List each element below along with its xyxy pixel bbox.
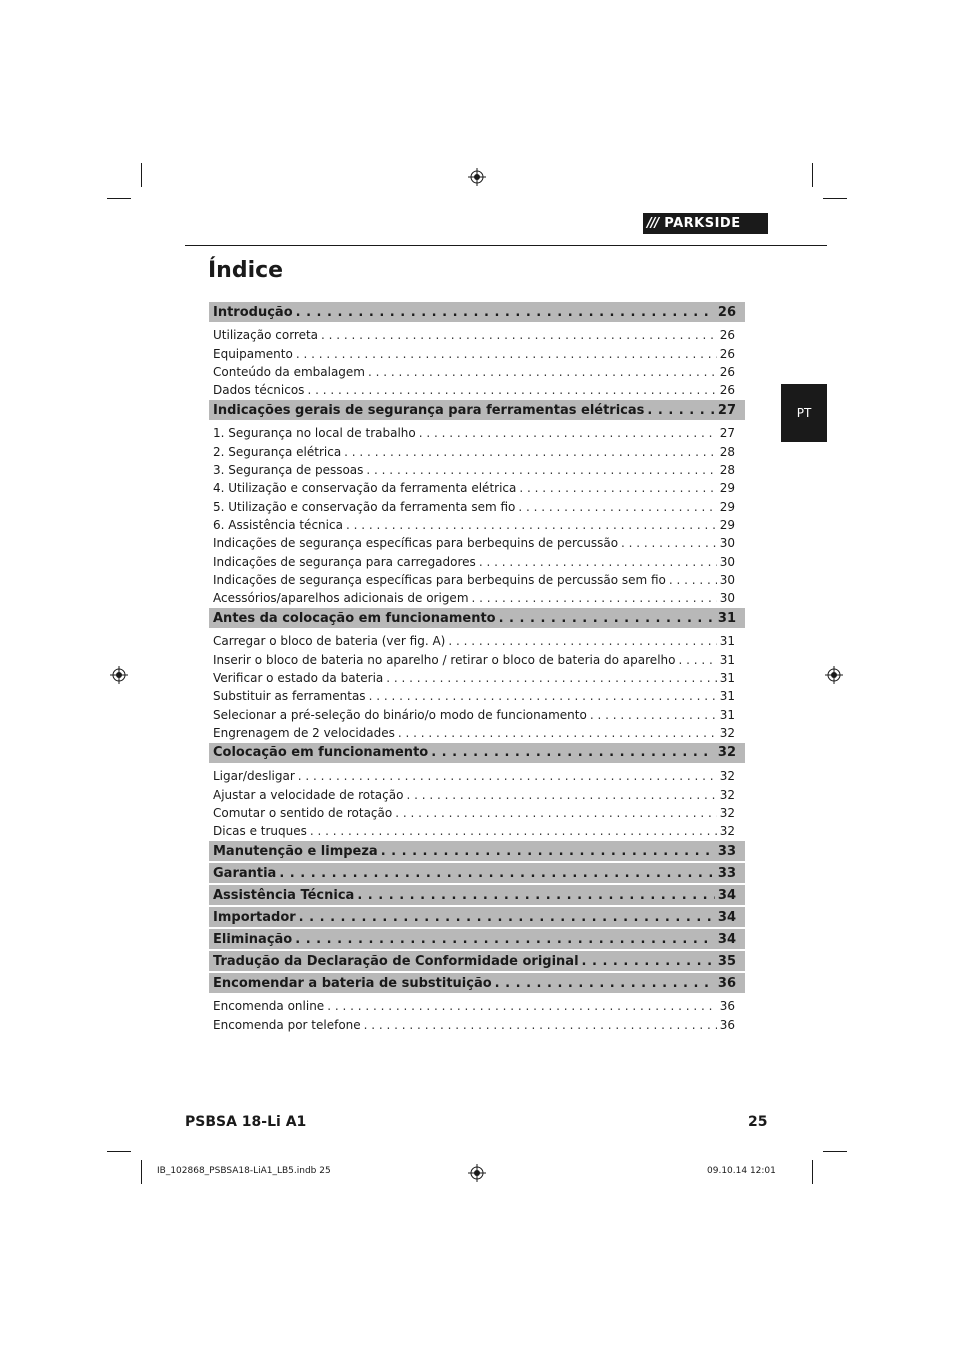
dot-leader <box>621 536 717 550</box>
language-tab-label: PT <box>796 406 812 420</box>
parkside-logo <box>643 213 768 234</box>
dot-leader <box>590 708 717 722</box>
crop-mark <box>141 1160 142 1184</box>
dot-leader <box>406 788 716 802</box>
toc-entry-title: Encomenda por telefone <box>213 1017 361 1032</box>
toc-entry-title: Equipamento <box>213 346 293 361</box>
toc-entry <box>209 667 745 685</box>
toc-entry <box>209 648 745 666</box>
toc-entry-page: 31 <box>719 652 735 667</box>
toc-section-page: 27 <box>717 402 736 418</box>
dot-leader <box>327 999 717 1013</box>
toc-entry <box>209 532 745 550</box>
toc-section-title: Indicações gerais de segurança para ferramentas elétricas <box>213 402 645 418</box>
toc-entry-title: Inserir o bloco de bateria no aparelho / retirar o bloco de bateria do aparelho <box>213 652 676 667</box>
dot-leader <box>431 745 715 760</box>
toc-section <box>209 907 745 927</box>
toc-entry-title: 1. Segurança no local de trabalho <box>213 426 416 441</box>
toc-section-title: Colocação em funcionamento <box>213 745 429 761</box>
toc-entry-page: 32 <box>719 787 735 802</box>
toc-entry-title: Dicas e truques <box>213 824 307 839</box>
toc-section <box>209 951 745 971</box>
dot-leader <box>678 653 716 667</box>
toc-entry <box>209 550 745 568</box>
toc-entry <box>209 765 745 783</box>
toc-entry-page: 29 <box>719 499 735 514</box>
toc-entry <box>209 783 745 801</box>
toc-entry <box>209 1013 745 1031</box>
toc-entry-page: 27 <box>719 426 735 441</box>
toc-entry <box>209 459 745 477</box>
toc-entry-page: 31 <box>719 634 735 649</box>
toc-entry-title: 5. Utilização e conservação da ferramenta sem fio <box>213 499 516 514</box>
toc-entry-title: Engrenagem de 2 velocidades <box>213 725 395 740</box>
dot-leader <box>472 591 717 605</box>
toc-section-title: Encomendar a bateria de substituição <box>213 975 492 991</box>
dot-leader <box>398 726 717 740</box>
toc-entry <box>209 685 745 703</box>
registration-mark-icon <box>468 1164 486 1182</box>
toc-section-title: Eliminação <box>213 931 293 947</box>
toc-entry <box>209 477 745 495</box>
toc-entry <box>209 514 745 532</box>
toc-section <box>209 929 745 949</box>
dot-leader <box>307 383 716 397</box>
toc-entry <box>209 440 745 458</box>
model-name: PSBSA 18-Li A1 <box>185 1114 307 1130</box>
toc-entry <box>209 722 745 740</box>
dot-leader <box>369 689 717 703</box>
toc-section <box>209 885 745 905</box>
toc-section <box>209 608 745 628</box>
toc-entry <box>209 379 745 397</box>
dot-leader <box>295 932 715 947</box>
registration-mark-icon <box>825 666 843 684</box>
imprint-date: 09.10.14 12:01 <box>707 1166 776 1176</box>
toc-section <box>209 302 745 322</box>
toc-entry-page: 30 <box>719 591 735 606</box>
dot-leader <box>518 500 716 514</box>
logo-text: PARKSIDE <box>664 216 741 231</box>
dot-leader <box>448 634 716 648</box>
dot-leader <box>279 866 715 881</box>
dot-leader <box>321 328 717 342</box>
toc-entry-title: Utilização correta <box>213 328 319 343</box>
toc-entry-page: 36 <box>719 999 735 1014</box>
dot-leader <box>381 844 715 859</box>
dot-leader <box>366 463 716 477</box>
toc-section-title: Manutenção e limpeza <box>213 843 378 859</box>
imprint-file: IB_102868_PSBSA18-LiA1_LB5.indb 25 <box>157 1166 331 1176</box>
toc-section-page: 34 <box>717 909 736 925</box>
toc-entry-page: 26 <box>719 328 735 343</box>
toc-entry-page: 26 <box>719 364 735 379</box>
crop-mark <box>107 198 131 199</box>
crop-mark <box>141 163 142 187</box>
toc-section <box>209 863 745 883</box>
toc-section-page: 31 <box>717 610 736 626</box>
toc-section <box>209 743 745 763</box>
dot-leader <box>669 573 717 587</box>
toc-section-page: 33 <box>717 843 736 859</box>
toc-entry-page: 26 <box>719 383 735 398</box>
toc-entry-title: Indicações de segurança específicas para berbequins de percussão sem fio <box>213 572 666 587</box>
toc-entry-title: Substituir as ferramentas <box>213 689 366 704</box>
dot-leader <box>395 806 717 820</box>
toc-entry-page: 28 <box>719 444 735 459</box>
toc-entry-page: 30 <box>719 572 735 587</box>
dot-leader <box>357 888 715 903</box>
toc-entry-title: Encomenda online <box>213 999 325 1014</box>
toc-section-title: Importador <box>213 909 296 925</box>
toc-entry-page: 32 <box>719 725 735 740</box>
toc-entry-page: 31 <box>719 707 735 722</box>
toc-section-title: Garantia <box>213 865 277 881</box>
toc-section-page: 34 <box>717 931 736 947</box>
toc-section-title: Tradução da Declaração de Conformidade original <box>213 953 579 969</box>
registration-mark-icon <box>468 168 486 186</box>
toc-entry-page: 28 <box>719 463 735 478</box>
language-tab <box>781 384 827 442</box>
table-of-contents <box>209 302 745 1032</box>
toc-entry <box>209 630 745 648</box>
toc-entry <box>209 995 745 1013</box>
toc-entry <box>209 324 745 342</box>
crop-mark <box>812 163 813 187</box>
toc-section <box>209 400 745 420</box>
dot-leader <box>386 671 716 685</box>
dot-leader <box>519 481 716 495</box>
toc-entry-page: 32 <box>719 769 735 784</box>
toc-entry-page: 30 <box>719 536 735 551</box>
toc-entry-title: Ajustar a velocidade de rotação <box>213 787 404 802</box>
dot-leader <box>582 954 715 969</box>
toc-section-page: 34 <box>717 887 736 903</box>
toc-entry-title: 2. Segurança elétrica <box>213 444 342 459</box>
toc-section <box>209 841 745 861</box>
toc-entry <box>209 587 745 605</box>
crop-mark <box>812 1160 813 1184</box>
toc-entry-title: 4. Utilização e conservação da ferramenta elétrica <box>213 481 517 496</box>
crop-mark <box>823 1151 847 1152</box>
toc-entry-title: 6. Assistência técnica <box>213 517 343 532</box>
toc-section-title: Introdução <box>213 304 293 320</box>
dot-leader <box>364 1018 717 1032</box>
dot-leader <box>344 445 717 459</box>
toc-section-page: 36 <box>717 975 736 991</box>
toc-entry <box>209 342 745 360</box>
toc-entry-title: Carregar o bloco de bateria (ver fig. A) <box>213 634 446 649</box>
header-rule <box>185 245 827 246</box>
toc-entry-page: 29 <box>719 517 735 532</box>
registration-mark-icon <box>110 666 128 684</box>
toc-entry <box>209 802 745 820</box>
toc-section-page: 35 <box>717 953 736 969</box>
dot-leader <box>479 555 717 569</box>
page-title: Índice <box>208 258 284 283</box>
crop-mark <box>107 1151 131 1152</box>
toc-entry <box>209 361 745 379</box>
toc-section <box>209 973 745 993</box>
toc-entry-title: Dados técnicos <box>213 383 305 398</box>
toc-entry-page: 31 <box>719 689 735 704</box>
toc-entry-title: Acessórios/aparelhos adicionais de origem <box>213 591 469 606</box>
toc-entry-title: 3. Segurança de pessoas <box>213 463 364 478</box>
toc-entry <box>209 703 745 721</box>
dot-leader <box>647 403 715 418</box>
dot-leader <box>499 611 715 626</box>
toc-entry-page: 29 <box>719 481 735 496</box>
toc-entry-title: Indicações de segurança específicas para berbequins de percussão <box>213 536 619 551</box>
toc-entry-page: 31 <box>719 671 735 686</box>
toc-entry-title: Indicações de segurança para carregadores <box>213 554 476 569</box>
crop-mark <box>823 198 847 199</box>
dot-leader <box>296 347 717 361</box>
page-number: 25 <box>748 1114 768 1130</box>
toc-section-page: 33 <box>717 865 736 881</box>
toc-entry-title: Ligar/desligar <box>213 769 295 784</box>
dot-leader <box>296 305 715 320</box>
dot-leader <box>495 976 715 991</box>
toc-entry-title: Comutar o sentido de rotação <box>213 805 393 820</box>
toc-entry <box>209 569 745 587</box>
toc-entry-page: 36 <box>719 1017 735 1032</box>
toc-section-page: 26 <box>717 304 736 320</box>
toc-entry-page: 32 <box>719 824 735 839</box>
toc-entry-page: 30 <box>719 554 735 569</box>
toc-section-title: Assistência Técnica <box>213 887 355 903</box>
toc-entry <box>209 820 745 838</box>
toc-entry <box>209 422 745 440</box>
toc-section-page: 32 <box>717 745 736 761</box>
dot-leader <box>419 426 717 440</box>
dot-leader <box>346 518 717 532</box>
dot-leader <box>298 769 717 783</box>
toc-entry-title: Conteúdo da embalagem <box>213 364 365 379</box>
toc-entry-page: 26 <box>719 346 735 361</box>
dot-leader <box>368 365 717 379</box>
dot-leader <box>299 910 715 925</box>
toc-section-title: Antes da colocação em funcionamento <box>213 610 496 626</box>
logo-slashes: /// <box>647 216 659 231</box>
toc-entry-page: 32 <box>719 805 735 820</box>
toc-entry-title: Selecionar a pré-seleção do binário/o modo de funcionamento <box>213 707 587 722</box>
toc-entry-title: Verificar o estado da bateria <box>213 671 384 686</box>
toc-entry <box>209 495 745 513</box>
dot-leader <box>310 824 717 838</box>
